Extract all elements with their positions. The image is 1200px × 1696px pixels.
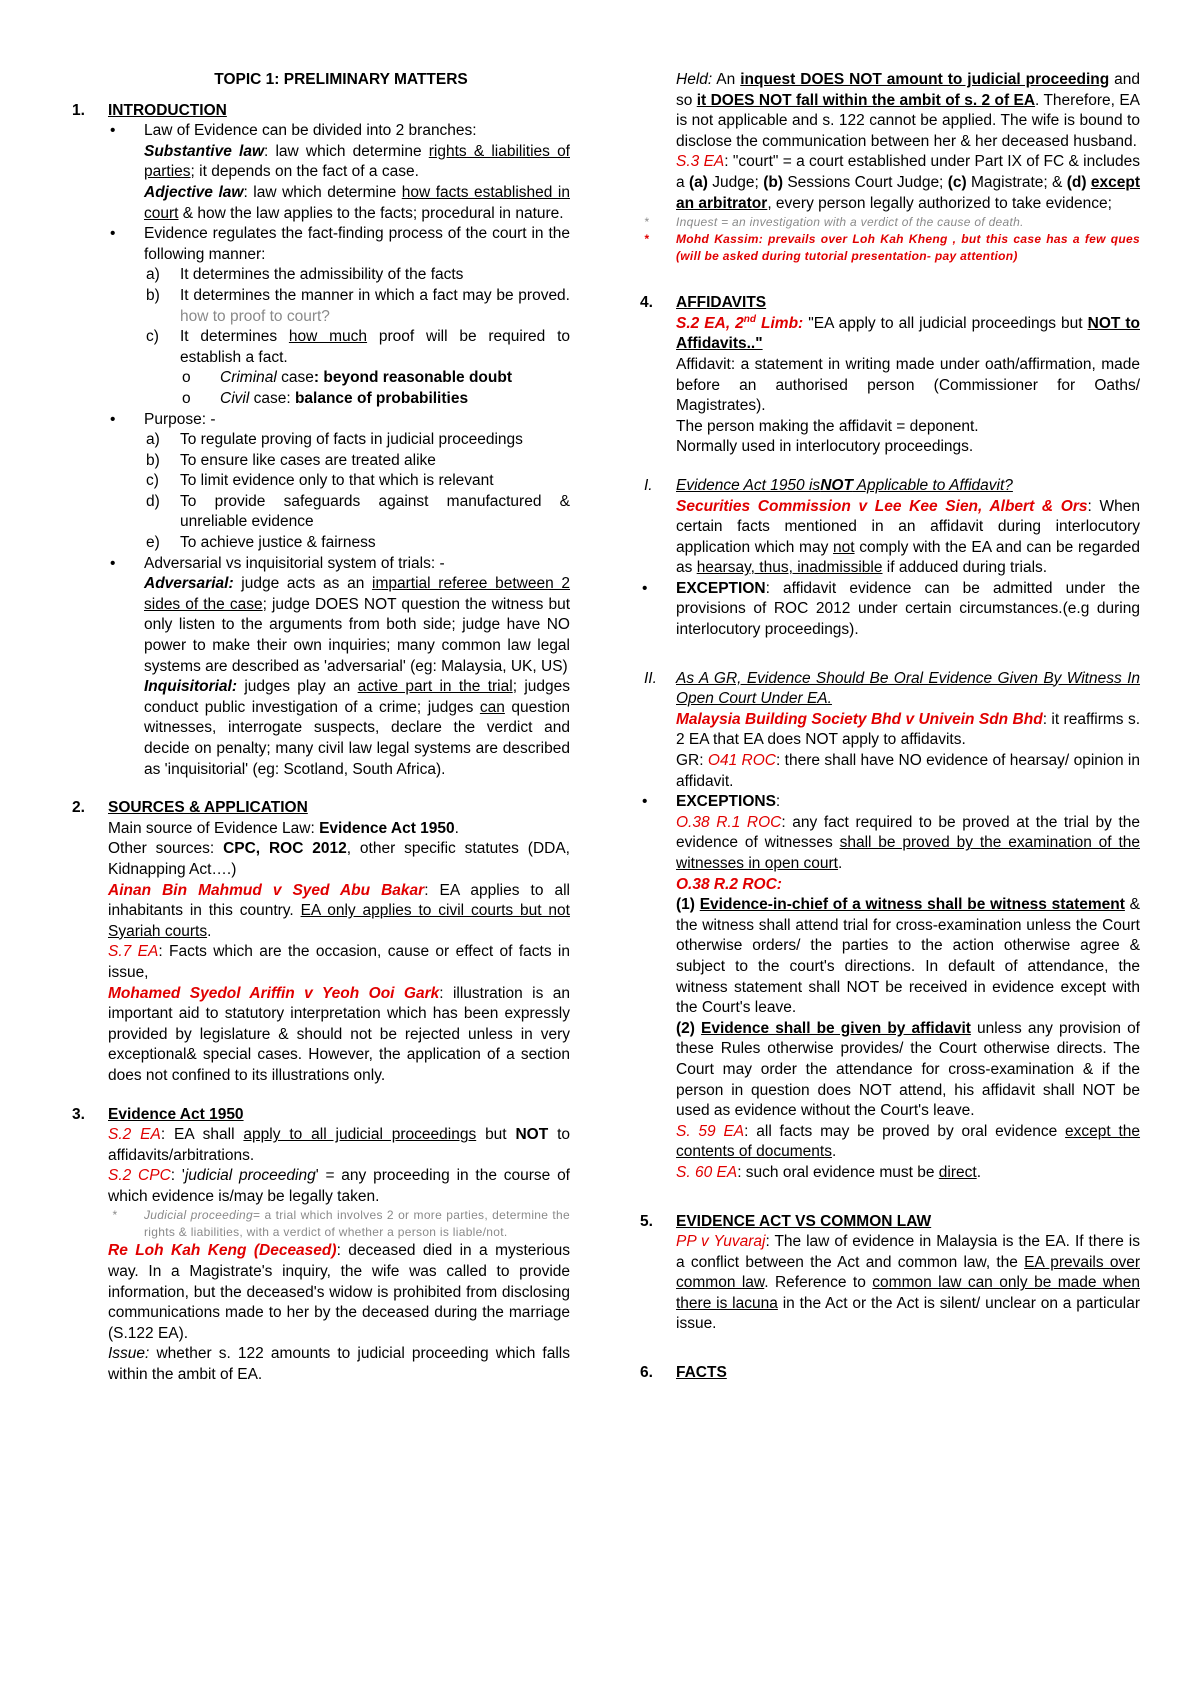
list-item: o Civil case: balance of probabilities (182, 389, 469, 407)
subheading-i: I. Evidence Act 1950 isNOT Applicable to Affidavit? (644, 476, 1013, 494)
case-re-loh: Re Loh Kah Keng (Deceased): deceased died in a mysterious way. In a Magistrate's inquiry, the wife was called to provide information, but the deceased's widow is prohibited from disclosing communications made to her by the deceased during the marriage (S.122 EA). (108, 1242, 571, 1342)
footnote-mohd-kassim: * Mohd Kassim: prevails over Loh Kah Kheng , but this case has a few ques (will be asked during tutorial presentation- pay attention) (644, 232, 1140, 264)
case-ainan: Ainan Bin Mahmud v Syed Abu Bakar: EA applies to all inhabitants in this country. EA only applies to civil courts but not Syariah courts. (108, 881, 570, 940)
adjective-law-def: Adjective law: law which determine how facts established in court & how the law applies to the facts; procedural in nature. (144, 183, 570, 222)
list-item: a) It determines the admissibility of the facts (146, 266, 464, 284)
footnote-judicial-proceeding: * Judicial proceeding= a trial which involves 2 or more parties, determine the rights & liabilities, with a verdict of whether a person is liable/not. (112, 1208, 570, 1240)
rule-2-1: (1) Evidence-in-chief of a witness shall be witness statement & the witness shall attend trial for cross-examination unless the Court otherwise orders/ the parties to the action otherwise agree & subject to the court's directions. In default of attendance, the witness statement shall NOT be received in evidence except with the Court's leave. (676, 896, 1140, 1017)
section-2-heading: 2. SOURCES & APPLICATION (72, 799, 308, 817)
list-item: c) To limit evidence only to that which is relevant (146, 472, 494, 490)
section-7-ea: S.7 EA: Facts which are the occasion, cause or effect of facts in issue, (108, 943, 570, 981)
section-2-body: Main source of Evidence Law: Evidence Act 1950. Other sources: CPC, ROC 2012, other specific statutes (DDA, Kidnapping Act….) Ainan Bin Mahmud v Syed Abu Bakar: EA applies to all inhabitants in this country. EA only applies to civil courts but not Syariah courts. S.7 EA: Facts which are the occasion, cause or effect of facts in issue, Mohamed Syedol Ariffin v Yeoh Ooi Gark: illustration is an important aid to statutory interpretation which has been expressly provided by legislature & should not be rejected unless in very exceptional& special cases. However, the application of a section does not confined to its illustrations only. (72, 819, 570, 1087)
subheading-ii: II. As A GR, Evidence Should Be Oral Evidence Given By Witness In Open Court Under EA. (644, 669, 1140, 708)
footnote-inquest: * Inquest = an investigation with a verdict of the cause of death. (644, 215, 1024, 230)
section-3-ea: S.3 EA: "court" = a court established under Part IX of FC & includes a (a) Judge; (b) Sessions Court Judge; (c) Magistrate; & (d) except an arbitrator, every person legally authorized to take evidence; (676, 153, 1141, 212)
case-mohamed-syedol: Mohamed Syedol Ariffin v Yeoh Ooi Gark: illustration is an important aid to statutory interpretation which has been expressly provided by legislature & should not be rejected unless in very exceptional& special cases. However, the application of a section does not confined to its illustrations only. (108, 984, 570, 1084)
order-38-rule-2: O.38 R.2 ROC: (676, 875, 782, 893)
list-item: d) To provide safeguards against manufactured & unreliable evidence (146, 492, 570, 531)
case-malaysia-building-society: Malaysia Building Society Bhd v Univein Sdn Bhd: it reaffirms s. 2 EA that EA does NOT apply to affidavits. GR: O41 ROC: there shall have NO evidence of hearsay/ opinion in affidavit. (676, 710, 1140, 790)
bullet-item: • Evidence regulates the fact-finding process of the court in the following manner: a) It determines the admissibility of the facts b) It determines the manner in which a fact may be proved. how to proof to court? c) It determines how much proof will be required to establish a fact. o Criminal case: beyond reasonable doubt o Civil case: balance of probabilities (108, 224, 570, 409)
bullet-item: • EXCEPTION: affidavit evidence can be admitted under the provisions of ROC 2012 under certain circumstances.(e.g during interlocutory proceedings). (642, 579, 1140, 639)
adversarial-def: Adversarial: judge acts as an impartial referee between 2 sides of the case; judge DOES NOT question the witness but only listen to the arguments from both side; judge have NO power to make their own inquiries; many common law legal systems are described as 'adversarial' (eg: Malaysia, UK, US) (144, 575, 571, 675)
left-column: TOPIC 1: PRELIMINARY MATTERS 1. INTRODUCTION • Law of Evidence can be divided into 2 branches: Substantive law: law which determine rights & liabilities of parties; it depends on the fact of a case. Adjective law: law which determine how facts established in court & how the law applies to the facts; procedural in nature. • Evidence regulates the fact-finding process of the court in the following manner: a) It determines the admissibility of the facts b) It determines the manner in which a fact may be proved. how to proof to court? c) It determines how much proof will be required to establish a fact. o Criminal case: beyond reasonable doubt o Civil case: balance of probabilities • Purpose: - a) To regulate proving of facts in judicial proceedings b) To ensure like cases are treated alike c) To limit evidence only to that which is relevant d) To provide safeguards against manufactured & unreliable evidence e) To achieve justice & fairness • Adversarial vs inquisitorial system of trials: - Adversarial: judge acts as an impartial referee between 2 sides of the case; judge DOES NOT question the witness but only listen to the arguments from both side; judge have NO power to make their own inquiries; many common law legal systems are described as 'adversarial' (eg: Malaysia, UK, US) Inquisitorial: judges play an active part in the trial; judges conduct public investigation of a crime; judges can question witnesses, interrogate suspects, declare the verdict and decide on penalty; many civil law legal systems are described as 'inquisitorial' (eg: Scotland, South Africa). 2. SOURCES & APPLICATION Main source of Evidence Law: Evidence Act 1950. Other sources: CPC, ROC 2012, other specific statutes (DDA, Kidnapping Act….) Ainan Bin Mahmud v Syed Abu Bakar: EA applies to all inhabitants in this country. EA only applies to civil courts but not Syariah courts. S.7 EA: Facts which are the occasion, cause or effect of facts in issue, Mohamed Syedol Ariffin v Yeoh Ooi Gark: illustration is an important aid to statutory interpretation which has been expressly provided by legislature & should not be rejected unless in very exceptional& special cases. However, the application of a section does not confined to its illustrations only. 3. Evidence Act 1950 S.2 EA: EA shall apply to all judicial proceedings but NOT to affidavits/arbitrations. S.2 CPC: 'judicial proceeding' = any proceeding in the course of which evidence is/may be legally taken. * Judicial proceeding= a trial which involves 2 or more parties, determine the rights & liabilities, with a verdict of whether a person is liable/not. Re Loh Kah Keng (Deceased): deceased died in a mysterious way. In a Magistrate's inquiry, the wife was called to provide information, but the deceased's widow is prohibited from disclosing communications made to her by the deceased during the marriage (S.122 EA). Issue: whether s. 122 amounts to judicial proceeding which falls within the ambit of EA. (72, 71, 571, 1384)
section-3-body: S.2 EA: EA shall apply to all judicial proceedings but NOT to affidavits/arbitrations. S.2 CPC: 'judicial proceeding' = any proceeding in the course of which evidence is/may be legally taken. (108, 1126, 570, 1205)
bullet-item: • Law of Evidence can be divided into 2 branches: Substantive law: law which determine rights & liabilities of parties; it depends on the fact of a case. Adjective law: law which determine how facts established in court & how the law applies to the facts; procedural in nature. (108, 121, 570, 224)
section-1-body (72, 121, 570, 780)
substantive-law-def: Substantive law: law which determine rights & liabilities of parties; it depends on the fact of a case. (144, 142, 570, 181)
right-column (640, 70, 1140, 1384)
bullet-item: • Adversarial vs inquisitorial system of trials: - Adversarial: judge acts as an impartial referee between 2 sides of the case; judge DOES NOT question the witness but only listen to the arguments from both side; judge have NO power to make their own inquiries; many common law legal systems are described as 'adversarial' (eg: Malaysia, UK, US) Inquisitorial: judges play an active part in the trial; judges conduct public investigation of a crime; judges can question witnesses, interrogate suspects, declare the verdict and decide on penalty; many civil law legal systems are described as 'inquisitorial' (eg: Scotland, South Africa). (108, 554, 570, 781)
list-item: b) It determines the manner in which a fact may be proved. how to proof to court? (146, 286, 570, 325)
section-59-ea: S. 59 EA: all facts may be proved by oral evidence except the contents of documents. (676, 1122, 1141, 1161)
inquisitorial-def: Inquisitorial: judges play an active part in the trial; judges conduct public investigation of a crime; judges can question witnesses, interrogate suspects, declare the verdict and decide on penalty; many civil law legal systems are described as 'inquisitorial' (eg: Scotland, South Africa). (144, 678, 570, 778)
section-6-heading: 6. FACTS (640, 1364, 727, 1382)
rule-2-2: (2) Evidence shall be given by affidavit unless any provision of these Rules otherwise provides/ the Court otherwise directs. The Court may order the attendance for cross-examination & if the person in question does NOT attend, his affidavit shall NOT be used as evidence without the Court's leave. (676, 1019, 1140, 1120)
list-item: a) To regulate proving of facts in judicial proceedings (146, 431, 523, 449)
section-4-heading: 4. AFFIDAVITS (640, 294, 767, 312)
list-item: o Criminal case: beyond reasonable doubt (182, 369, 512, 387)
list-item: e) To achieve justice & fairness (146, 534, 376, 552)
list-item: b) To ensure like cases are treated alike (146, 451, 436, 469)
section-3-heading: 3. Evidence Act 1950 (72, 1105, 244, 1123)
held-paragraph: Held: An inquest DOES NOT amount to judicial proceeding and so it DOES NOT fall within the ambit of s. 2 of EA. Therefore, EA is not applicable and s. 122 cannot be applied. The wife is bound to disclose the communication between her & her deceased husband. (676, 71, 1141, 150)
order-38-rule-1: O.38 R.1 ROC: any fact required to be proved at the trial by the evidence of witnesses shall be proved by the examination of the witnesses in open court. (676, 813, 1141, 872)
case-securities-commission: Securities Commission v Lee Kee Sien, Albert & Ors: When certain facts mentioned in an affidavit during interlocutory application which may not comply with the EA and can be regarded as hearsay, thus, inadmissible if adduced during trials. (676, 497, 1140, 577)
section-4-body: S.2 EA, 2nd Limb: "EA apply to all judicial proceedings but NOT to Affidavits.." Affidavit: a statement in writing made under oath/affirmation, made before an authorised person (Commissioner for Oaths/ Magistrates). The person making the affidavit = deponent. Normally used in interlocutory proceedings. (676, 313, 1140, 456)
section-60-ea: S. 60 EA: such oral evidence must be direct. (676, 1163, 982, 1181)
bullet-item: • EXCEPTIONS: O.38 R.1 ROC: any fact required to be proved at the trial by the evidence of witnesses shall be proved by the examination of the witnesses in open court. O.38 R.2 ROC: (1) Evidence-in-chief of a witness shall be witness statement & the witness shall attend trial for cross-examination unless the Court otherwise orders/ the parties to the action otherwise agree & subject to the court's directions. In default of attendance, the witness statement shall NOT be received in evidence except with the Court's leave. (2) Evidence shall be given by affidavit unless any provision of these Rules otherwise provides/ the Court otherwise directs. The Court may order the attendance for cross-examination & if the person in question does NOT attend, his affidavit shall NOT be used as evidence without the Court's leave. S. 59 EA: all facts may be proved by oral evidence except the contents of documents. S. 60 EA: such oral evidence must be direct. (640, 792, 1140, 1183)
section-1-heading: 1. INTRODUCTION (72, 101, 227, 119)
case-pp-v-yuvaraj: PP v Yuvaraj: The law of evidence in Malaysia is the EA. If there is a conflict between the Act and common law, the EA prevails over common law. Reference to common law can only be made when there is lacuna in the Act or the Act is silent/ unclear on a particular issue. (676, 1233, 1141, 1333)
bullet-item: • Purpose: - a) To regulate proving of facts in judicial proceedings b) To ensure like cases are treated alike c) To limit evidence only to that which is relevant d) To provide safeguards against manufactured & unreliable evidence e) To achieve justice & fairness (108, 410, 570, 554)
document-title: TOPIC 1: PRELIMINARY MATTERS (214, 71, 468, 88)
section-5-heading: 5. EVIDENCE ACT VS COMMON LAW (640, 1212, 932, 1230)
list-item: c) It determines how much proof will be required to establish a fact. (146, 328, 570, 366)
